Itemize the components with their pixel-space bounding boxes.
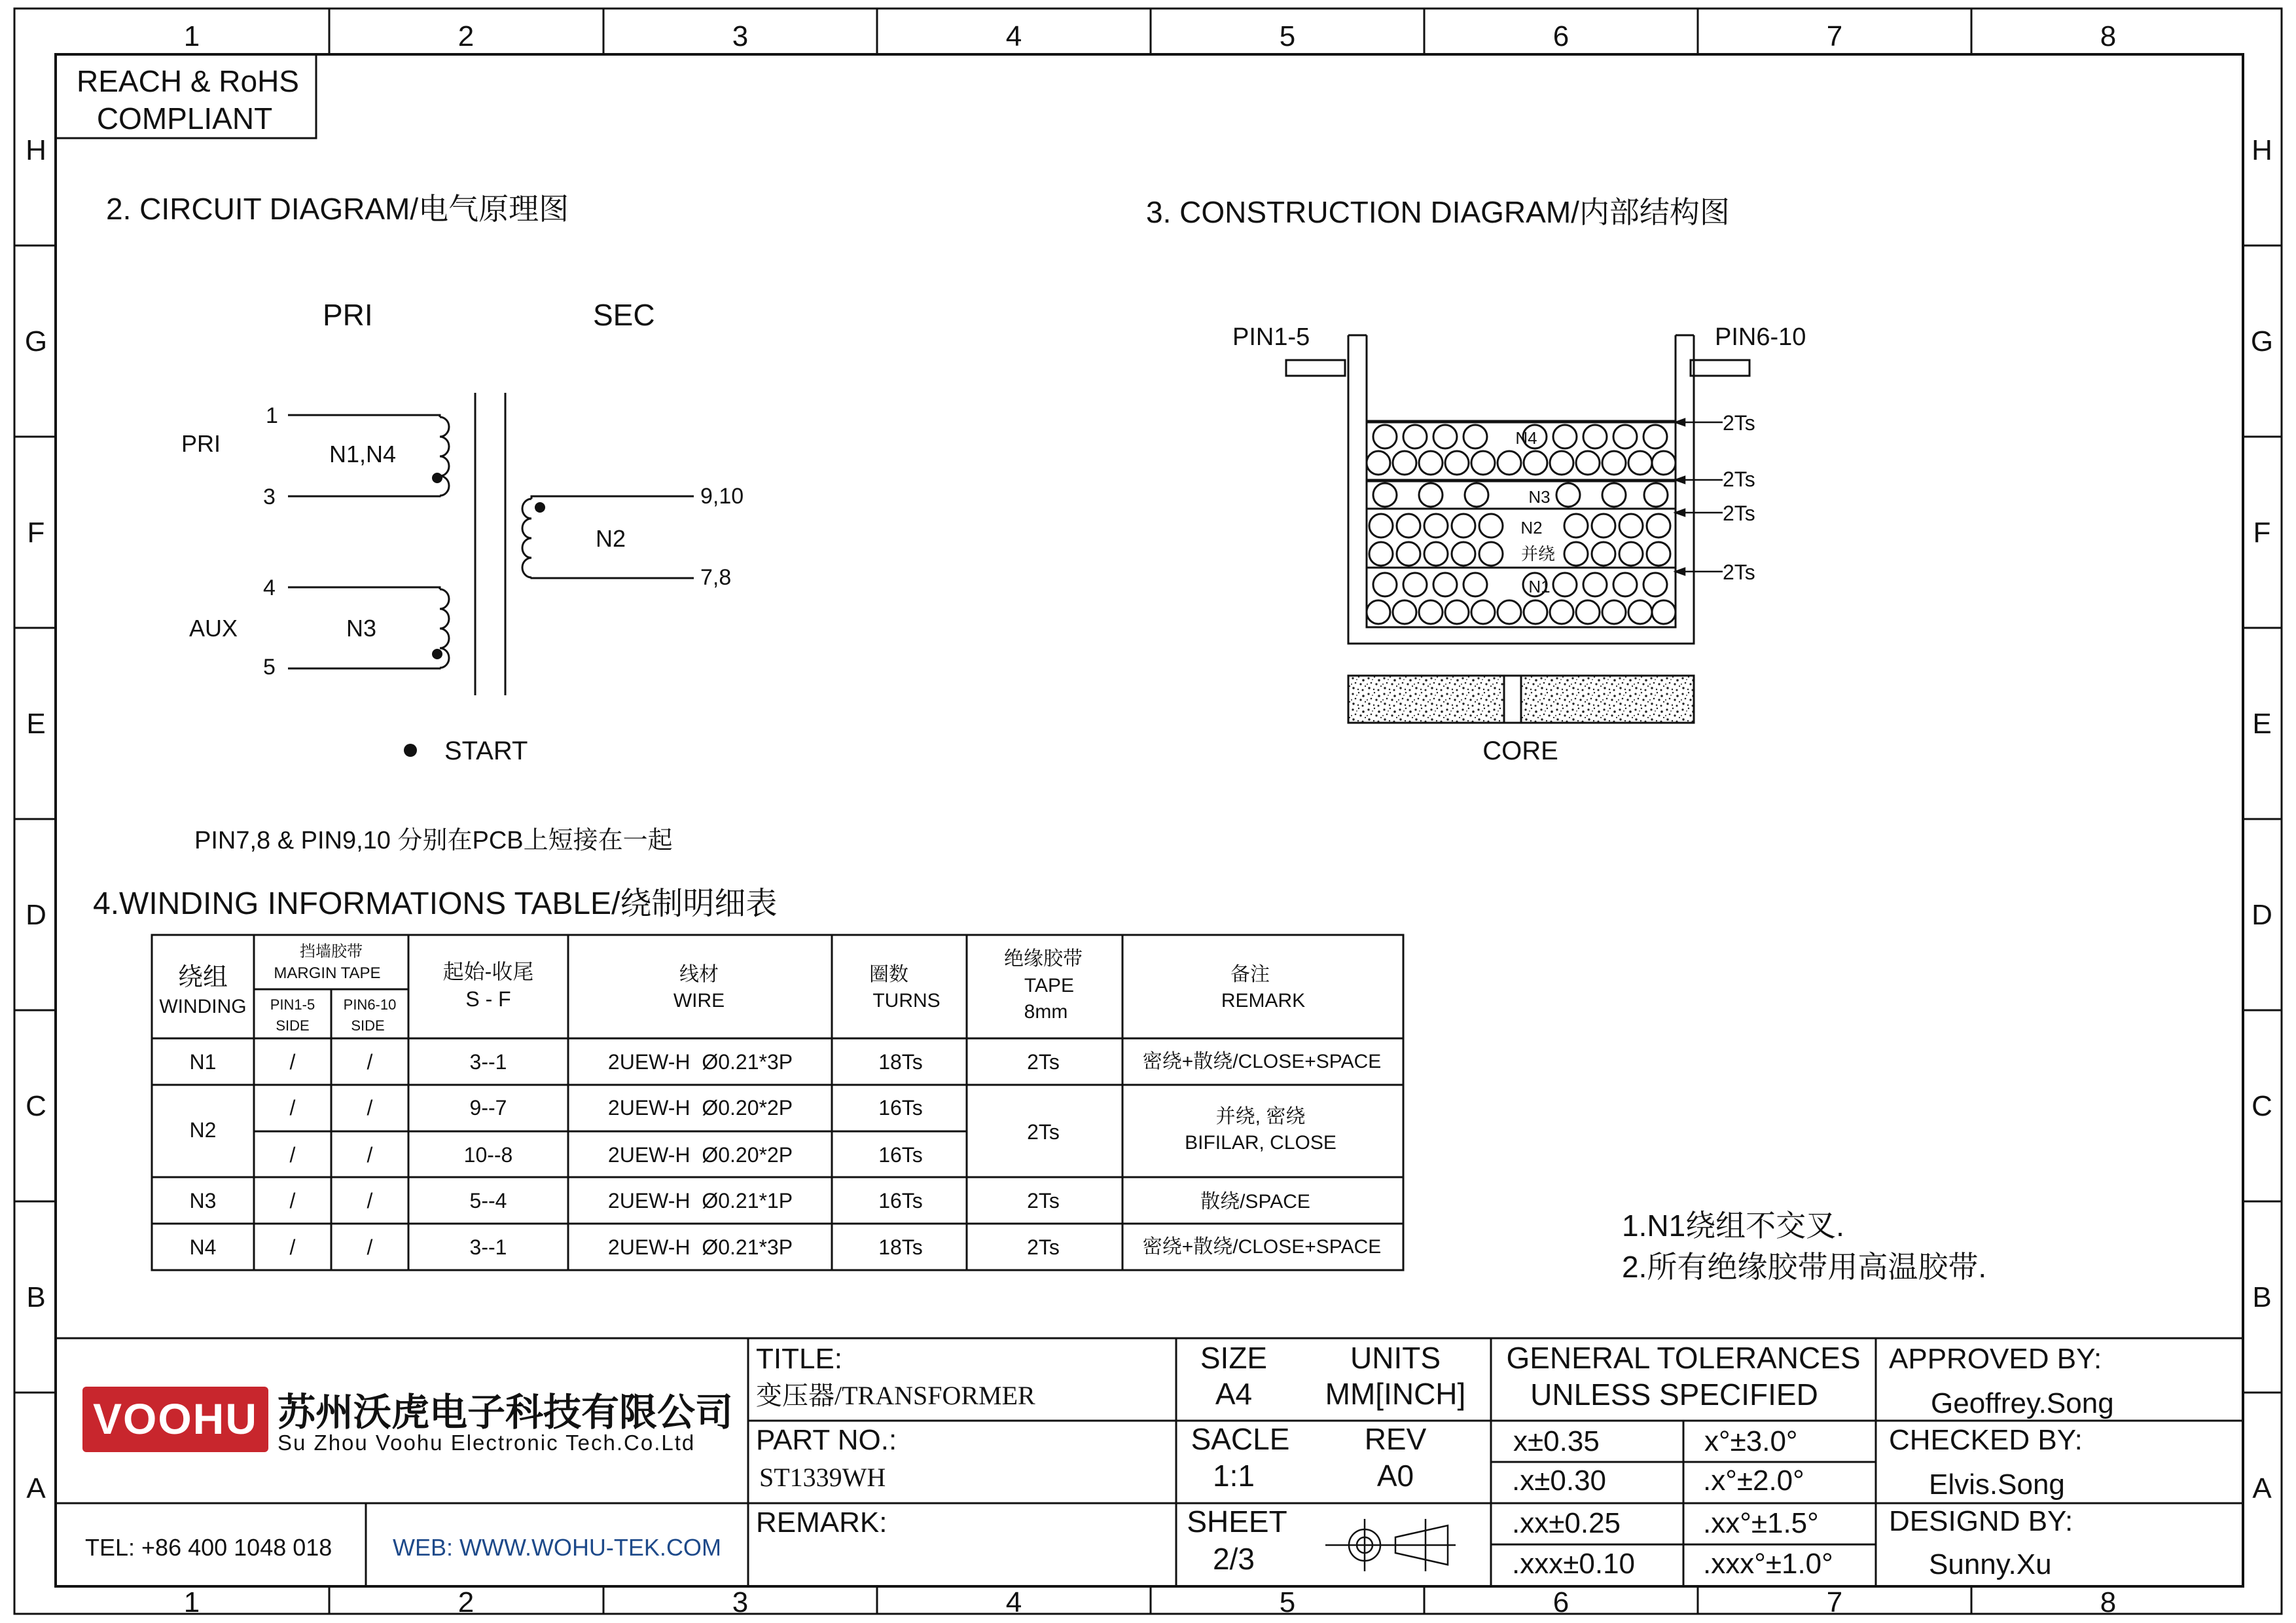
col-label: 2 (457, 1586, 475, 1618)
cell-winding: N4 (189, 1235, 217, 1259)
hdr-wire-en: WIRE (673, 990, 725, 1012)
row-label: B (2252, 1281, 2272, 1313)
pin-left-label: PIN1-5 (1232, 323, 1310, 351)
cell-remark: 密绕+散绕/CLOSE+SPACE (1142, 1236, 1382, 1258)
compliance-line1: REACH & RoHS (77, 64, 299, 98)
designed-value: Sunny.Xu (1929, 1548, 2052, 1580)
col-label: 8 (2100, 1586, 2117, 1618)
winding-table (93, 886, 1403, 1270)
col-label: 8 (2100, 20, 2117, 52)
company-cn: 苏州沃虎电子科技有限公司 (278, 1390, 734, 1434)
dot-pri (432, 473, 442, 483)
row-label: F (2253, 517, 2271, 549)
cell-wire: 2UEW-H Ø0.21*1P (607, 1189, 793, 1213)
hdr-pin610-b: SIDE (351, 1017, 385, 1034)
remark-label: REMARK: (756, 1506, 888, 1539)
col-label: 7 (1826, 1586, 1843, 1618)
frame-column-labels (184, 20, 2116, 1618)
col-label: 6 (1552, 20, 1570, 52)
tol-x3-angle: .xxx°±1.0° (1703, 1548, 1833, 1580)
circuit-title: 2. CIRCUIT DIAGRAM/电气原理图 (106, 192, 569, 226)
col-label: 5 (1279, 20, 1296, 52)
hdr-turns-cn: 圈数 (869, 964, 908, 985)
cell-wire: 2UEW-H Ø0.20*2P (607, 1096, 793, 1120)
projection-symbol-icon (1325, 1519, 1456, 1571)
cell-remark-cn: 并绕, 密绕 (1215, 1106, 1306, 1127)
hdr-remark-cn: 备注 (1230, 964, 1270, 985)
checked-label: CHECKED BY: (1889, 1424, 2083, 1456)
cell-wire: 2UEW-H Ø0.20*2P (607, 1143, 793, 1167)
compliance-box (56, 54, 316, 138)
frame-row-labels (25, 134, 2273, 1504)
cell-turns: 16Ts (878, 1143, 923, 1167)
row-label: G (24, 325, 48, 357)
table-title: 4.WINDING INFORMATIONS TABLE/绕制明细表 (93, 886, 778, 921)
hdr-sf-en: S - F (465, 987, 511, 1011)
rev-label: REV (1364, 1422, 1427, 1456)
bobbin (1286, 335, 1749, 644)
cell-sf: 5--4 (469, 1189, 507, 1213)
title-block (56, 1338, 2243, 1586)
title-value: 变压器/TRANSFORMER (756, 1381, 1035, 1410)
hdr-pin610-a: PIN6-10 (343, 996, 397, 1013)
row-label: D (26, 899, 46, 931)
cell-sf: 3--1 (469, 1050, 507, 1074)
winding-n3-label: N3 (346, 615, 377, 642)
designed-label: DESIGND BY: (1889, 1505, 2073, 1537)
col-label: 6 (1552, 1586, 1570, 1618)
cell-winding: N3 (189, 1189, 217, 1213)
sheet-value: 2/3 (1213, 1542, 1255, 1576)
row-label: C (26, 1090, 46, 1122)
cell-turns: 18Ts (878, 1050, 923, 1074)
cell-margin: / (289, 1235, 296, 1259)
col-label: 4 (1005, 20, 1022, 52)
col-label: 7 (1826, 20, 1843, 52)
note-line2: 2.所有绝缘胶带用高温胶带. (1622, 1250, 1987, 1284)
note-line1: 1.N1绕组不交叉. (1622, 1209, 1844, 1243)
row-label: D (2251, 899, 2272, 931)
cell-tape: 2Ts (1027, 1235, 1060, 1259)
dot-aux (432, 649, 442, 659)
cell-turns: 16Ts (878, 1096, 923, 1120)
cell-turns: 16Ts (878, 1189, 923, 1213)
tol-x1-angle: .x°±2.0° (1703, 1465, 1804, 1497)
web-link: WEB: WWW.WOHU-TEK.COM (393, 1534, 721, 1561)
tol-title2: UNLESS SPECIFIED (1530, 1377, 1818, 1412)
row-label: H (26, 134, 46, 166)
cell-margin: / (367, 1050, 373, 1074)
hdr-winding-en: WINDING (159, 996, 247, 1017)
notes (1622, 1209, 1986, 1284)
scale-value: 1:1 (1213, 1459, 1255, 1493)
col-label: 2 (457, 20, 475, 52)
layer-n1-label: N1 (1528, 577, 1551, 596)
pin-910-label: 9,10 (700, 484, 744, 509)
row-label: E (26, 708, 46, 740)
cell-margin: / (367, 1096, 373, 1120)
approved-label: APPROVED BY: (1889, 1343, 2102, 1375)
construction-title: 3. CONSTRUCTION DIAGRAM/内部结构图 (1146, 195, 1730, 229)
tape-leaders (1676, 419, 1723, 575)
cell-margin: / (367, 1189, 373, 1213)
company-logo (82, 1387, 268, 1452)
construction-diagram (1146, 195, 1806, 765)
cell-turns: 18Ts (878, 1235, 923, 1259)
tape-label: 2Ts (1723, 501, 1755, 525)
row-label: F (27, 517, 45, 549)
tol-title1: GENERAL TOLERANCES (1506, 1341, 1861, 1375)
tape-label: 2Ts (1723, 467, 1755, 491)
cell-margin: / (289, 1143, 296, 1167)
layer-n2-note: 并绕 (1520, 544, 1556, 564)
row-label: H (2251, 134, 2272, 166)
tol-x-angle: x°±3.0° (1704, 1425, 1798, 1457)
dot-sec (535, 502, 545, 513)
cell-tape: 2Ts (1027, 1050, 1060, 1074)
cell-sf: 3--1 (469, 1235, 507, 1259)
hdr-pin15-a: PIN1-5 (270, 996, 315, 1013)
col-label: 1 (183, 20, 200, 52)
units-value: MM[INCH] (1325, 1377, 1466, 1411)
tape-label: 2Ts (1723, 411, 1755, 435)
hdr-winding-cn: 绕组 (177, 964, 228, 991)
hdr-tape-cn: 绝缘胶带 (1004, 948, 1083, 970)
row-label: E (2252, 708, 2272, 740)
col-label: 3 (732, 20, 749, 52)
cell-remark: 散绕/SPACE (1200, 1191, 1310, 1213)
row-label: B (26, 1281, 46, 1313)
layer-n3-label: N3 (1528, 487, 1551, 507)
aux-label: AUX (189, 615, 238, 642)
cell-margin: / (367, 1143, 373, 1167)
layer-n4-label: N4 (1515, 428, 1537, 448)
cell-remark: BIFILAR, CLOSE (1185, 1132, 1336, 1154)
hdr-sf-cn: 起始-收尾 (442, 960, 534, 983)
pin-right-label: PIN6-10 (1715, 323, 1806, 351)
units-label: UNITS (1350, 1341, 1441, 1375)
cell-margin: / (289, 1096, 296, 1120)
winding-n1n4-label: N1,N4 (329, 441, 397, 467)
tel-text: TEL: +86 400 1048 018 (85, 1534, 332, 1561)
hdr-turns-en: TURNS (872, 990, 941, 1012)
core-label: CORE (1482, 737, 1558, 765)
tol-x2: .xx±0.25 (1512, 1507, 1621, 1539)
pri-label: PRI (181, 430, 221, 457)
tol-x1: .x±0.30 (1512, 1465, 1607, 1497)
layer-n2-label: N2 (1520, 518, 1543, 538)
scale-label: SACLE (1191, 1422, 1290, 1456)
company-en: Su Zhou Voohu Electronic Tech.Co.Ltd (278, 1431, 696, 1455)
circuit-wires (288, 393, 694, 695)
start-label: START (444, 737, 528, 765)
col-label: 5 (1279, 1586, 1296, 1618)
col-label: 4 (1005, 1586, 1022, 1618)
title-label: TITLE: (756, 1343, 843, 1375)
tol-x2-angle: .xx°±1.5° (1703, 1507, 1819, 1539)
compliance-line2: COMPLIANT (96, 101, 273, 136)
row-label: A (26, 1472, 46, 1504)
hdr-pin15-b: SIDE (276, 1017, 310, 1034)
cell-margin: / (289, 1050, 296, 1074)
checked-value: Elvis.Song (1929, 1468, 2065, 1501)
cell-sf: 10--8 (463, 1143, 513, 1167)
winding-n2-label: N2 (596, 525, 626, 552)
circuit-note: PIN7,8 & PIN9,10 分别在PCB上短接在一起 (194, 827, 673, 854)
logo-text: VOOHU (92, 1395, 259, 1443)
sheet-label: SHEET (1187, 1504, 1287, 1539)
col-label: 3 (732, 1586, 749, 1618)
size-value: A4 (1215, 1377, 1253, 1411)
tol-x: x±0.35 (1513, 1425, 1600, 1457)
circuit-diagram (106, 192, 744, 854)
hdr-wire-cn: 线材 (679, 964, 719, 985)
pin-1-label: 1 (266, 403, 278, 428)
hdr-tape-en: TAPE (1024, 975, 1075, 996)
cell-wire: 2UEW-H Ø0.21*3P (607, 1050, 793, 1074)
cell-remark: 密绕+散绕/CLOSE+SPACE (1142, 1051, 1382, 1072)
hdr-margin-cn: 挡墙胶带 (300, 943, 363, 960)
rev-value: A0 (1376, 1459, 1414, 1493)
col-label: 1 (183, 1586, 200, 1618)
pin-5-label: 5 (263, 655, 276, 680)
cell-winding: N1 (189, 1050, 217, 1074)
row-label: A (2252, 1472, 2272, 1504)
hdr-remark-en: REMARK (1221, 990, 1306, 1012)
cell-tape: 2Ts (1027, 1189, 1060, 1213)
pin-4-label: 4 (263, 575, 276, 600)
tol-x3: .xxx±0.10 (1512, 1548, 1636, 1580)
sec-header: SEC (593, 298, 655, 332)
cell-margin: / (289, 1189, 296, 1213)
part-label: PART NO.: (756, 1424, 897, 1456)
row-label: C (2251, 1090, 2272, 1122)
pin-78-label: 7,8 (700, 565, 732, 590)
approved-value: Geoffrey.Song (1931, 1387, 2114, 1419)
cell-margin: / (367, 1235, 373, 1259)
start-dot (404, 744, 417, 757)
hdr-tape-size: 8mm (1024, 1001, 1068, 1023)
cell-wire: 2UEW-H Ø0.21*3P (607, 1235, 793, 1259)
size-label: SIZE (1200, 1341, 1268, 1375)
pri-header: PRI (323, 298, 373, 332)
cell-tape: 2Ts (1027, 1120, 1060, 1144)
hdr-margin-en: MARGIN TAPE (274, 964, 381, 982)
core-shape (1348, 676, 1694, 723)
part-value: ST1339WH (759, 1463, 886, 1492)
cell-winding: N2 (189, 1118, 217, 1142)
cell-sf: 9--7 (469, 1096, 507, 1120)
row-label: G (2250, 325, 2274, 357)
pin-3-label: 3 (263, 484, 276, 509)
tape-label: 2Ts (1723, 560, 1755, 584)
